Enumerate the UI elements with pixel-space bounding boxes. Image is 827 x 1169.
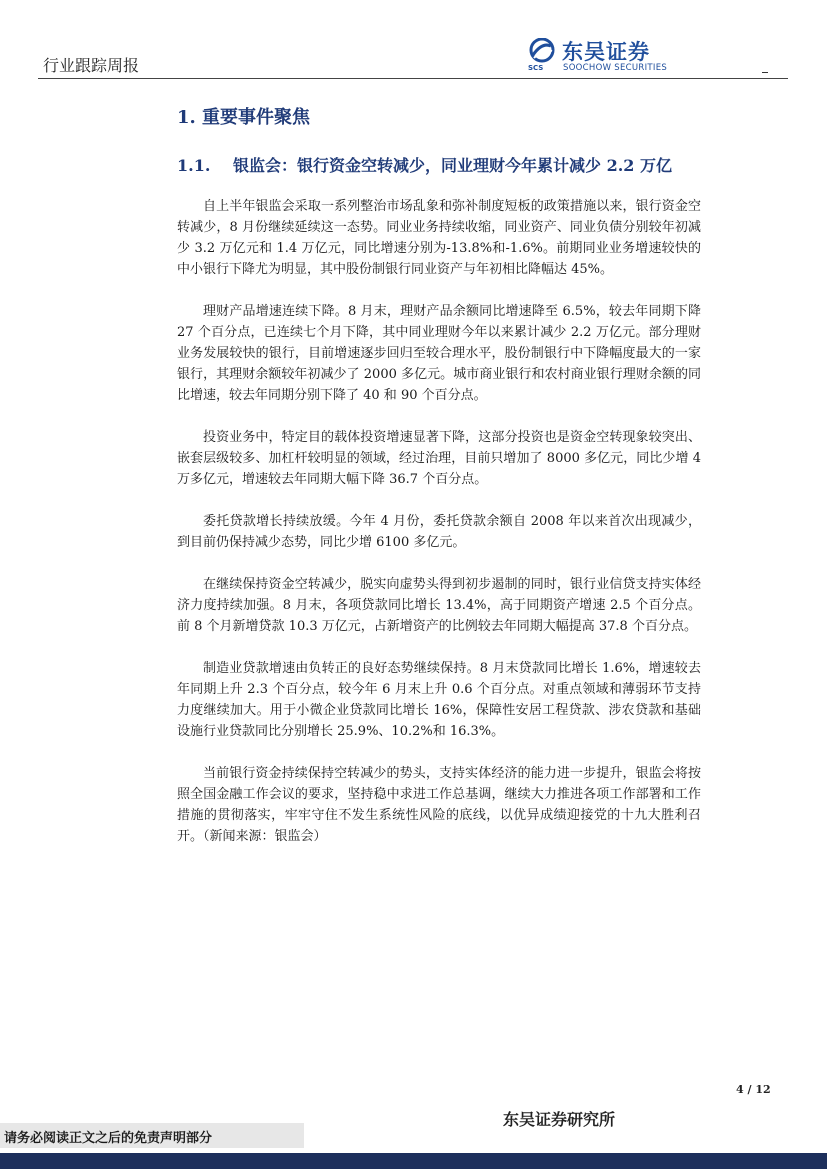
paragraph: 理财产品增速连续下降。8 月末，理财产品余额同比增速降至 6.5%，较去年同期下降 27 个百分点，已连续七个月下降，其中同业理财今年以来累计减少 2.2 万亿元。部分理财业务发展较快的银行，目前增速逐步回归至较合理水平，股份制银行中下降幅度最大的一家银行，其理财余额较年初减少了 2000 多亿元。城市商业银行和农村商业银行理财余额的同比增速，较去年同期分别下降了 40 和 90 个百分点。 (177, 304, 701, 403)
article-body (177, 196, 701, 868)
report-type-label: 行业跟踪周报 (43, 56, 140, 75)
page-number: 4 / 12 (736, 1083, 771, 1096)
logo-english-name: SOOCHOW SECURITIES (563, 63, 668, 73)
paragraph: 当前银行资金持续保持空转减少的势头，支持实体经济的能力进一步提升，银监会将按照全国金融工作会议的要求，坚持稳中求进工作总基调，继续大力推进各项工作部署和工作措施的贯彻落实，牢牢守住不发生系统性风险的底线，以优异成绩迎接党的十九大胜利召开。（新闻来源：银监会） (177, 766, 701, 844)
logo-scs-text: SCS (528, 64, 544, 72)
subsection-heading (177, 153, 672, 176)
paragraph: 投资业务中，特定目的载体投资增速显著下降，这部分投资也是资金空转现象较突出、嵌套层级较多、加杠杆较明显的领域，经过治理，目前只增加了 8000 多亿元，同比少增 4 万多亿元，增速较去年同期大幅下降 36.7 个百分点。 (177, 430, 701, 487)
paragraph: 委托贷款增长持续放缓。今年 4 月份，委托贷款余额自 2008 年以来首次出现减少，到目前仍保持减少态势，同比少增 6100 多亿元。 (177, 514, 701, 550)
paragraph: 自上半年银监会采取一系列整治市场乱象和弥补制度短板的政策措施以来，银行资金空转减少，8 月份继续延续这一态势。同业业务持续收缩，同业资产、同业负债分别较年初减少 3.2 万亿元和 1.4 万亿元，同比增速分别为-13.8%和-1.6%。前期同业业务增速较快的中小银行下降尤为明显，其中股份制银行同业资产与年初相比降幅达 45%。 (177, 199, 701, 277)
logo-chinese-name: 东吴证券 (562, 40, 650, 64)
corner-mark (762, 72, 768, 73)
footer-institute: 东吴证券研究所 (503, 1110, 616, 1129)
disclaimer-text: 请务必阅读正文之后的免责声明部分 (4, 1131, 213, 1146)
section-heading: 1. 重要事件聚焦 (177, 107, 311, 128)
logo-mark-icon (527, 38, 557, 64)
paragraph: 制造业贷款增速由负转正的良好态势继续保持。8 月末贷款同比增长 1.6%，增速较去年同期上升 2.3 个百分点，较今年 6 月末上升 0.6 个百分点。对重点领域和薄弱环节支持力度继续加大。用于小微企业贷款同比增长 16%，保障性安居工程贷款、涉农贷款和基础设施行业贷款同比分别增长 25.9%、10.2%和 16.3%。 (177, 661, 701, 739)
footer-bar (0, 1153, 827, 1169)
disclaimer-banner (0, 1123, 304, 1148)
subsection-number: 1.1. (177, 156, 211, 175)
paragraph: 在继续保持资金空转减少，脱实向虚势头得到初步遏制的同时，银行业信贷支持实体经济力度持续加强。8 月末，各项贷款同比增长 13.4%，高于同期资产增速 2.5 个百分点。前 8 个月新增贷款 10.3 万亿元，占新增资产的比例较去年同期大幅提高 37.8 个百分点。 (177, 577, 701, 634)
company-logo (527, 38, 697, 74)
subsection-title: 银监会：银行资金空转减少，同业理财今年累计减少 2.2 万亿 (233, 156, 672, 175)
header-divider (38, 78, 788, 79)
